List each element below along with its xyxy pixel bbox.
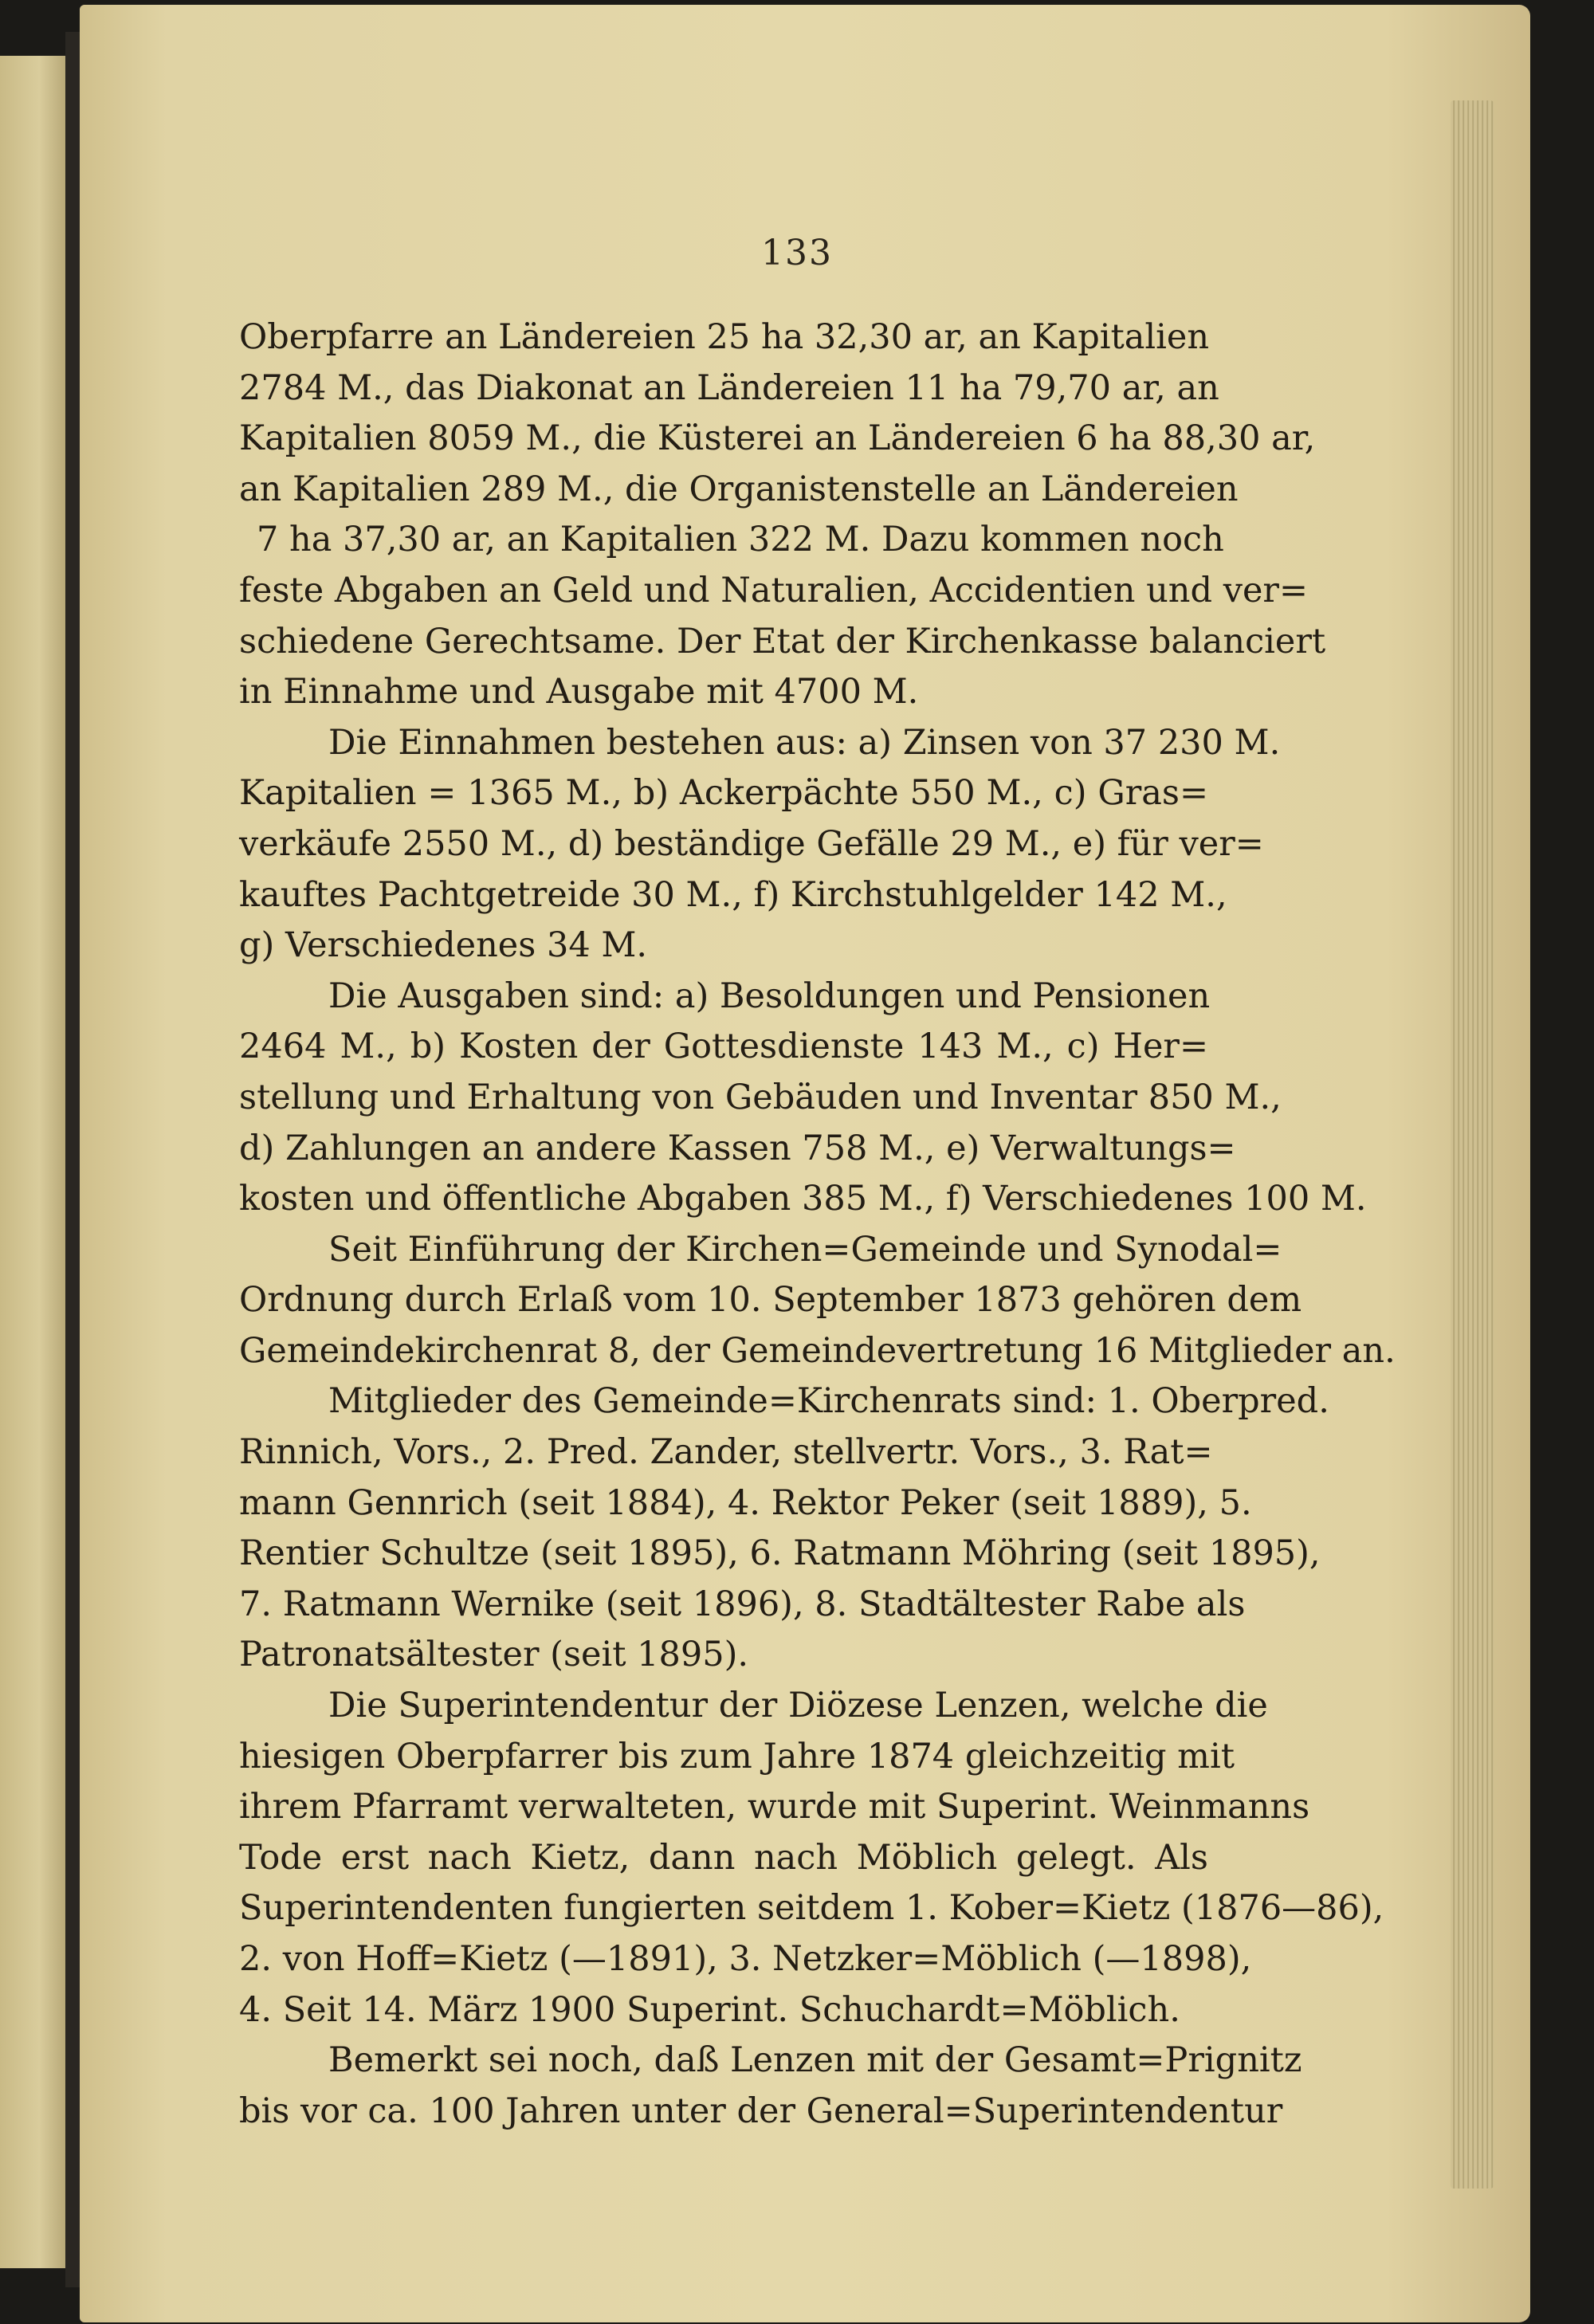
text-line: 2784 M., das Diakonat an Ländereien 11 ha 79,70 ar, an [239,367,1219,408]
text-line: schiedene Gerechtsame. Der Etat der Kirchenkasse balanciert [239,621,1326,661]
book-gutter [65,32,80,2287]
text-line: Patronatsältester (seit 1895). [239,1635,749,1675]
text-line: Gemeindekirchenrat 8, der Gemeindevertretung 16 Mitglieder an. [239,1330,1396,1371]
text-line: 2. von Hoff=Kietz (—1891), 3. Netzker=Möblich (—1898), [239,1939,1252,1979]
text-line: 7 ha 37,30 ar, an Kapitalien 322 M. Dazu kommen noch [257,520,1224,560]
body-text [239,312,1396,2137]
text-line: 7. Ratmann Wernike (seit 1896), 8. Stadtältester Rabe als [239,1584,1246,1624]
paragraph-start: Seit Einführung der Kirchen=Gemeinde und Synodal= [328,1229,1282,1270]
text-line: kosten und öffentliche Abgaben 385 M., f) Verschiedenes 100 M. [239,1179,1367,1219]
text-line: Ordnung durch Erlaß vom 10. September 1873 gehören dem [239,1280,1302,1321]
text-line: stellung und Erhaltung von Gebäuden und Inventar 850 M., [239,1077,1282,1117]
page-number: 133 [761,233,833,273]
text-line: hiesigen Oberpfarrer bis zum Jahre 1874 gleichzeitig mit [239,1736,1235,1776]
text-line: mann Gennrich (seit 1884), 4. Rektor Peker (seit 1889), 5. [239,1482,1252,1523]
text-line: d) Zahlungen an andere Kassen 758 M., e) Verwaltungs= [239,1128,1236,1168]
page-stack-edge [1451,100,1494,2189]
text-line: Rentier Schultze (seit 1895), 6. Ratmann Möhring (seit 1895), [239,1533,1321,1574]
text-line: Tode erst nach Kietz, dann nach Möblich gelegt. Als [239,1837,1208,1878]
text-line: Oberpfarre an Ländereien 25 ha 32,30 ar, an Kapitalien [239,317,1210,357]
text-line: Rinnich, Vors., 2. Pred. Zander, stellvertr. Vors., 3. Rat= [239,1432,1213,1473]
text-line: verkäufe 2550 M., d) beständige Gefälle 29 M., e) für ver= [239,823,1264,864]
text-line: Kapitalien = 1365 M., b) Ackerpächte 550 M., c) Gras= [239,773,1208,814]
text-line: an Kapitalien 289 M., die Organistenstelle an Ländereien [239,469,1239,509]
text-line: Kapitalien 8059 M., die Küsterei an Ländereien 6 ha 88,30 ar, [239,418,1316,459]
paragraph-start: Bemerkt sei noch, daß Lenzen mit der Gesamt=Prignitz [328,2040,1302,2081]
text-line: g) Verschiedenes 34 M. [239,925,648,966]
text-line: bis vor ca. 100 Jahren unter der General=Superintendentur [239,2090,1283,2131]
paragraph-start: Mitglieder des Gemeinde=Kirchenrats sind: 1. Oberpred. [328,1381,1329,1422]
text-line: feste Abgaben an Geld und Naturalien, Accidentien und ver= [239,570,1309,610]
paragraph-start: Die Superintendentur der Diözese Lenzen, welche die [328,1686,1268,1726]
text-line: 2464 M., b) Kosten der Gottesdienste 143 M., c) Her= [239,1027,1208,1067]
text-line: kauftes Pachtgetreide 30 M., f) Kirchstuhlgelder 142 M., [239,874,1227,915]
text-line: in Einnahme und Ausgabe mit 4700 M. [239,672,919,713]
paragraph-start: Die Einnahmen bestehen aus: a) Zinsen von 37 230 M. [328,722,1281,763]
text-line: 4. Seit 14. März 1900 Superint. Schuchardt=Möblich. [239,1989,1180,2030]
paragraph-start: Die Ausgaben sind: a) Besoldungen und Pensionen [328,976,1211,1016]
left-page-edge [0,56,65,2268]
text-line: ihrem Pfarramt verwalteten, wurde mit Superint. Weinmanns [239,1787,1310,1827]
text-line: Superintendenten fungierten seitdem 1. Kober=Kietz (1876—86), [239,1888,1384,1929]
